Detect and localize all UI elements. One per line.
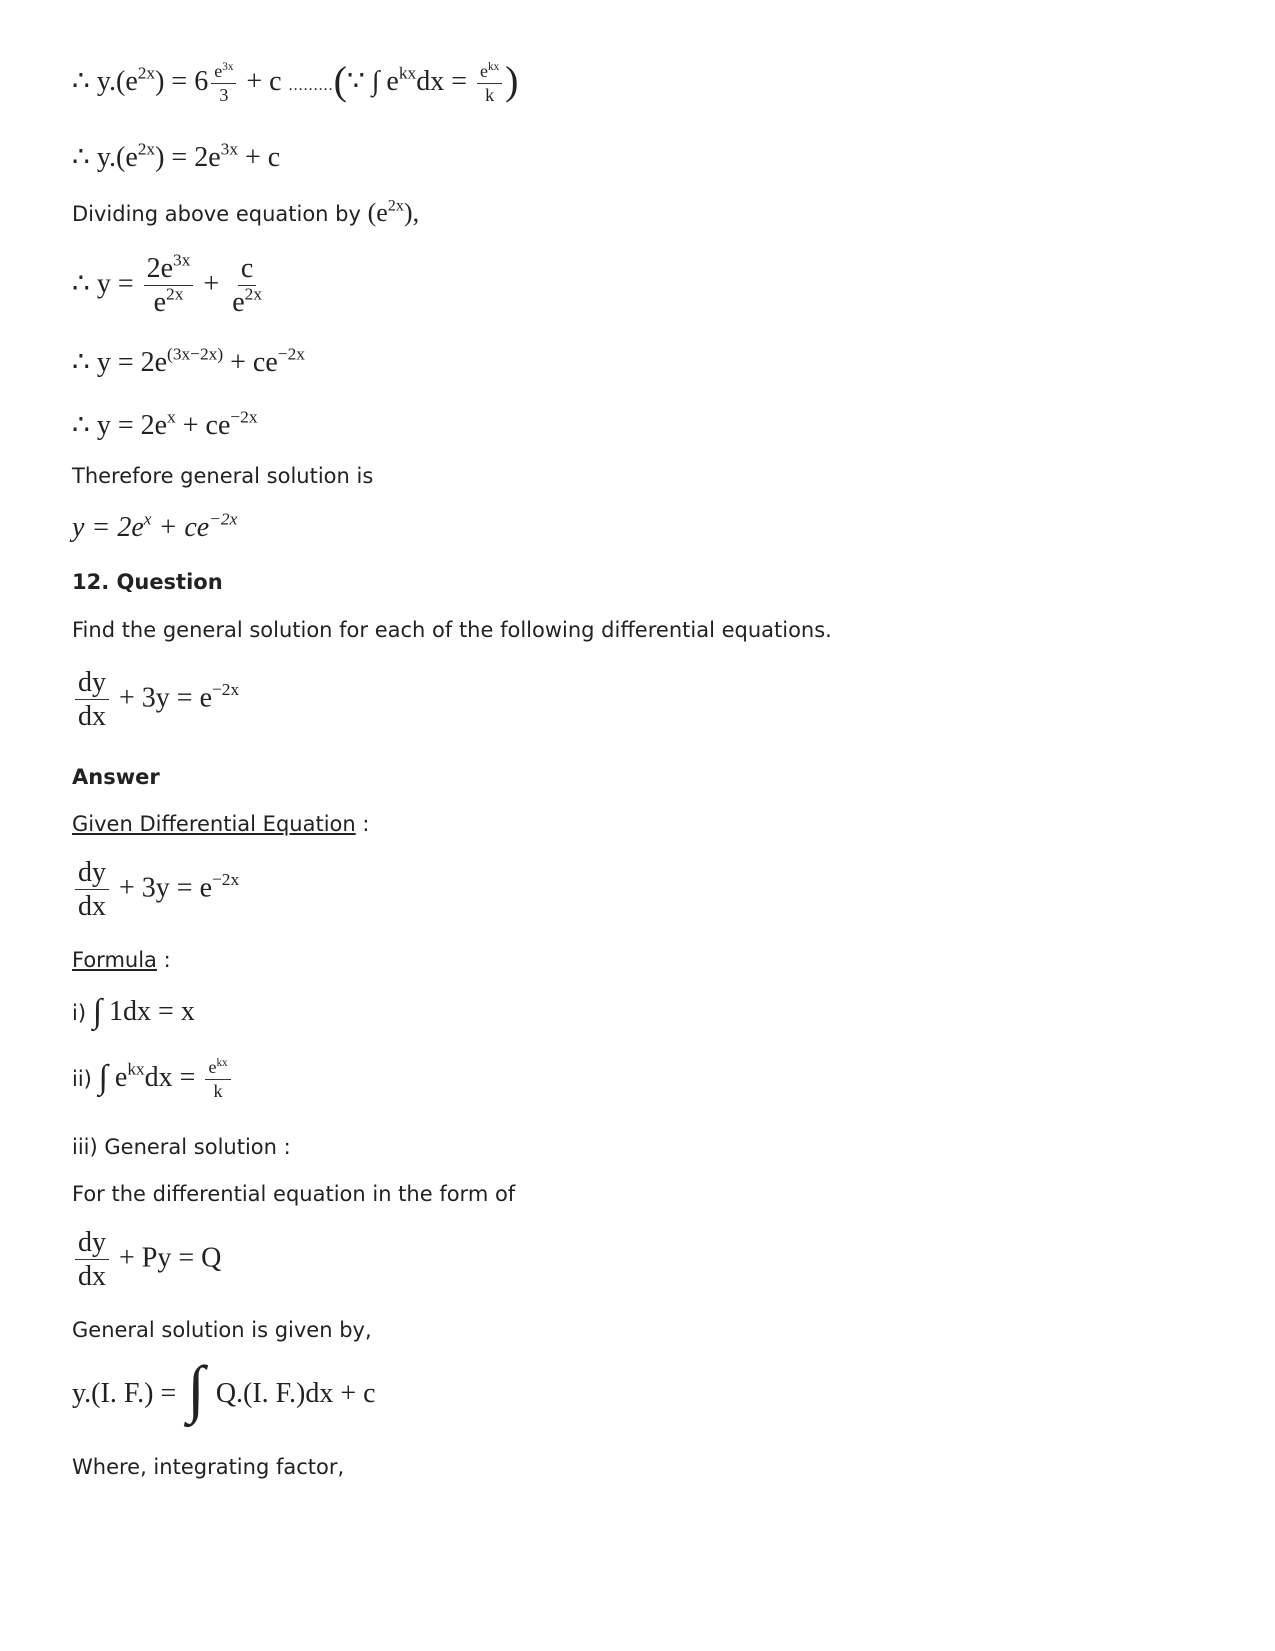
eq2-b-exp: 3x — [220, 139, 239, 159]
equation-4 — [72, 345, 305, 379]
question-heading: 12. Question — [72, 570, 223, 594]
eq5-a-exp: x — [167, 407, 176, 427]
given-by-text: General solution is given by, — [72, 1318, 372, 1342]
formula-i-expr: 1dx = x — [102, 996, 195, 1027]
eq3-f1-den: e — [153, 287, 167, 319]
eq3-f2-den: e — [232, 287, 245, 319]
eq4-b: + ce — [223, 347, 278, 378]
eq3-fraction-1 — [144, 250, 194, 319]
formula-label: Formula — [72, 948, 157, 972]
dividing-math-base: (e — [367, 198, 388, 227]
eq1-hint-pre: ∵ ∫ e — [346, 65, 399, 97]
eq3-f2-den-exp: 2x — [244, 285, 262, 305]
linear-num: dy — [75, 1228, 109, 1260]
dividing-math-end: ), — [403, 198, 420, 227]
gs-lhs: y.(I. F.) = — [72, 1378, 184, 1409]
eq4-b-exp: −2x — [277, 344, 305, 364]
deq-den: dx — [78, 701, 106, 733]
eq3-f1-num-exp: 3x — [173, 250, 191, 270]
deq2-num: dy — [75, 858, 109, 890]
eq1-frac-num: e — [214, 61, 223, 81]
formula-iii: iii) General solution : — [72, 1135, 291, 1159]
eq2-a: ∴ y.(e — [72, 142, 138, 173]
eq1-hint-num-exp: kx — [488, 60, 500, 73]
deq2-exp: −2x — [212, 870, 240, 890]
eq2-c: + c — [238, 142, 281, 173]
formula-ii — [72, 1058, 234, 1101]
deq2-rest: + 3y = e — [112, 872, 213, 904]
eq3-f2-num: c — [238, 254, 256, 286]
formula-ii-fraction — [205, 1058, 230, 1101]
eq3-fraction-2 — [229, 254, 265, 318]
eq3-plus: + — [196, 268, 227, 300]
answer-heading: Answer — [72, 765, 160, 789]
linear-rest: + Py = Q — [112, 1242, 222, 1274]
eq3-lhs: ∴ y = — [72, 268, 141, 300]
deq-exp: −2x — [212, 680, 240, 700]
eq1-rest: + c — [239, 65, 289, 97]
eq3-f1-den-exp: 2x — [166, 285, 184, 305]
formula-label-line — [72, 948, 171, 972]
eq1-hint-exp: kx — [398, 63, 417, 83]
eq1-dots: ......... — [288, 76, 334, 94]
formula-ii-num: e — [208, 1057, 217, 1077]
equation-5 — [72, 408, 258, 442]
eq1-mid: ) = 6 — [155, 65, 209, 97]
equation-3 — [72, 250, 268, 319]
eq6-a: y = 2e — [72, 512, 144, 543]
eq1-frac-num-exp: 3x — [222, 60, 234, 73]
deq-num: dy — [75, 668, 109, 700]
general-solution-formula — [72, 1353, 376, 1424]
eq1-fraction — [211, 62, 236, 105]
eq5-b-exp: −2x — [230, 407, 258, 427]
eq6-b: + ce — [151, 512, 210, 543]
eq4-a-exp: (3x−2x) — [167, 344, 224, 364]
eq4-a: ∴ y = 2e — [72, 347, 168, 378]
eq5-a: ∴ y = 2e — [72, 410, 168, 441]
dividing-math-exp: 2x — [387, 197, 404, 215]
linear-den: dx — [78, 1261, 106, 1293]
given-equation — [72, 858, 239, 922]
question-prompt: Find the general solution for each of the following differential equations. — [72, 618, 832, 642]
formula-ii-label: ii) — [72, 1066, 99, 1091]
formula-ii-num-exp: kx — [216, 1056, 228, 1069]
formula-ii-expr-b: dx = — [144, 1061, 203, 1093]
gs-integral: ∫ — [187, 1353, 205, 1424]
general-solution-text: Therefore general solution is — [72, 464, 374, 488]
eq2-b: ) = 2e — [155, 142, 221, 173]
formula-ii-integral: ∫ — [98, 1058, 108, 1096]
dividing-math — [368, 198, 419, 227]
eq3-f1-num: 2e — [146, 253, 174, 284]
given-colon: : — [355, 812, 370, 836]
eq1-hint-mid: dx = — [416, 65, 475, 97]
eq6-b-exp: −2x — [209, 509, 238, 529]
formula-colon: : — [156, 948, 171, 972]
form-of-text: For the differential equation in the form of — [72, 1182, 516, 1206]
linear-form-equation — [72, 1228, 221, 1292]
equation-6-final — [72, 509, 238, 544]
formula-i-integral: ∫ — [92, 993, 103, 1030]
equation-2 — [72, 140, 280, 174]
eq1-lhs: ∴ y.(e — [72, 65, 138, 97]
eq1-hint-num: e — [480, 61, 489, 81]
formula-i — [72, 993, 195, 1030]
linear-fraction — [75, 1228, 109, 1292]
eq1-hint-den: k — [485, 84, 495, 105]
eq5-b: + ce — [175, 410, 231, 441]
formula-ii-expr-a: e — [107, 1061, 128, 1093]
given-label: Given Differential Equation — [72, 812, 356, 836]
deq-rest: + 3y = e — [112, 682, 213, 714]
deq2-den: dx — [78, 891, 106, 923]
question-equation — [72, 668, 239, 732]
eq1-lhs-exp: 2x — [137, 63, 156, 83]
given-label-line — [72, 812, 369, 836]
eq1-frac-den: 3 — [219, 84, 229, 105]
eq6-a-exp: x — [143, 509, 152, 529]
formula-i-label: i) — [72, 1001, 93, 1025]
dividing-label: Dividing above equation by — [72, 202, 368, 226]
where-text: Where, integrating factor, — [72, 1455, 345, 1479]
gs-rhs: Q.(I. F.)dx + c — [208, 1378, 376, 1409]
dividing-text — [72, 198, 419, 228]
eq1-hint-fraction — [477, 62, 502, 105]
formula-ii-expr-exp: kx — [127, 1059, 145, 1079]
equation-1: ∴ $y.(e^{2x}) = 6$ $\frac{e^{3x}}{3}$ + c .........(∵ ∫ $e^{kx}dx$ = $\frac{e^{kx}}{k}$ ) — [72, 57, 519, 105]
eq2-a-exp: 2x — [137, 139, 156, 159]
deq2-fraction — [75, 858, 109, 922]
formula-ii-den: k — [213, 1080, 223, 1101]
deq-fraction — [75, 668, 109, 732]
